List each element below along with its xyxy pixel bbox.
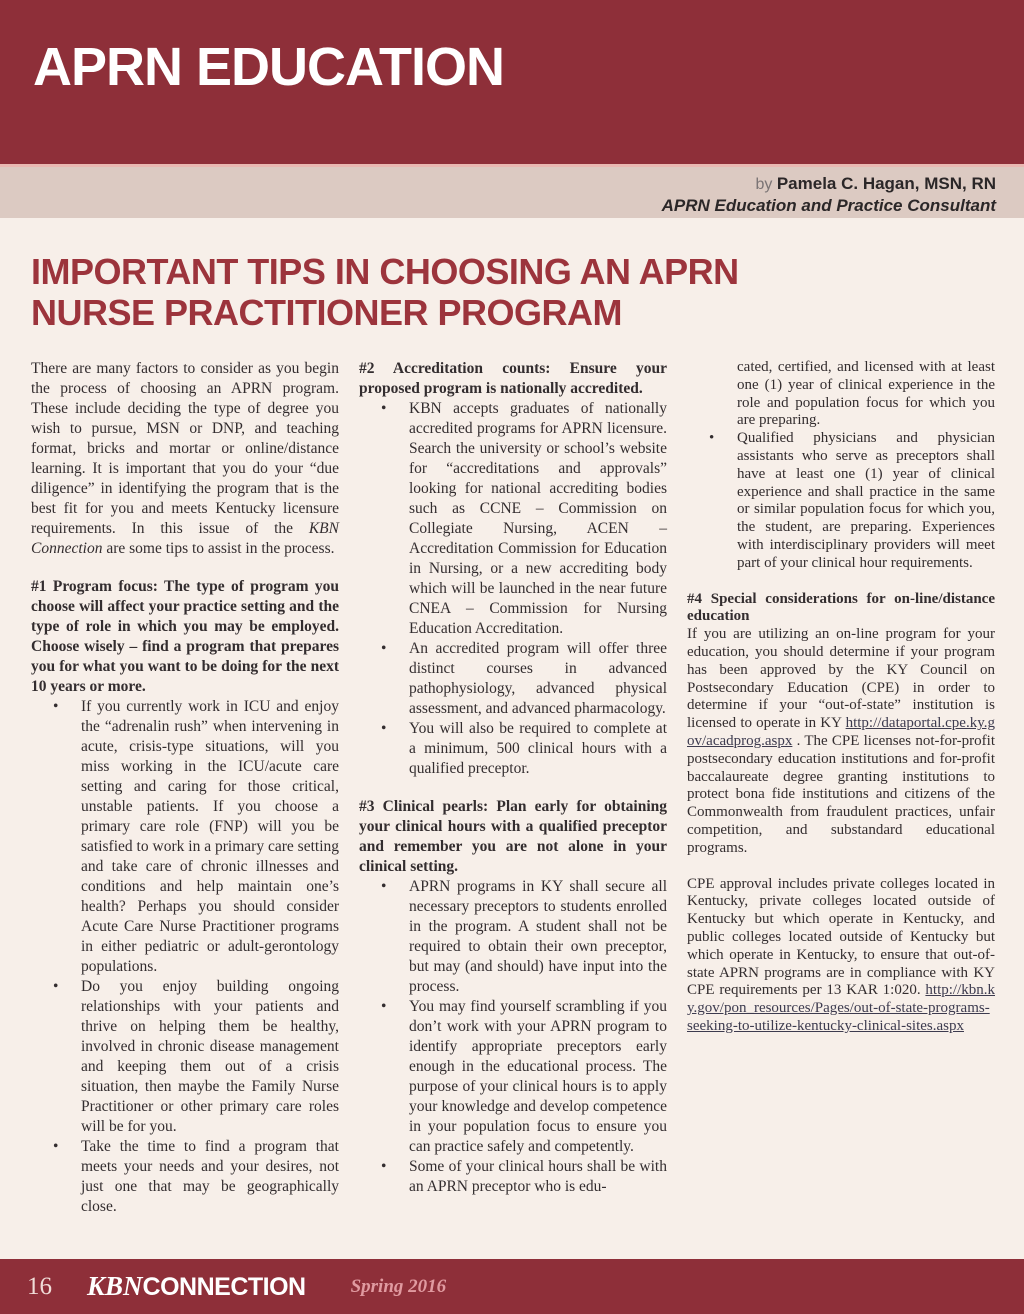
masthead-band [0,0,1024,164]
list-item [31,697,339,977]
bullet-text: KBN accepts graduates of nationally accredited programs for APRN licensure. Search the university or school’s website for “accreditations and approvals” looking for national accrediting bodies such as CCNE – Commission on Collegiate Nursing, ACEN –Accreditation Commission for Education in Nursing, or a new accrediting body which will be launched in the near future CNEA – Commission for Nursing Education Accreditation. [409,400,667,638]
bullet-text: You may find yourself scrambling if you don’t work with your APRN program to identify appropriate preceptors early enough in the educational process. The purpose of your clinical hours is to apply your knowledge and develop competence in your population focus to ensure you can practice safely and competently. [409,998,667,1156]
section4-heading: #4 Special considerations for on-line/distance education [687,590,995,625]
column-layout [31,359,995,1217]
section1-heading: #1 Program focus: The type of program you choose will affect your practice setting and the type of role in which you may be employed. Choose wisely – find a program that prepares you for what you want to be doing for the next 10 years or more. [31,578,339,696]
bullet-text: Take the time to find a program that meets your needs and your desires, not just one that may be geographically close. [81,1138,339,1216]
intro-publication-name: KBN Connection [31,520,339,558]
article [0,218,1024,1217]
bullet-continuation: cated, certified, and licensed with at least one (1) year of clinical experience in the role and population focus for which you are preparing. [737,359,995,429]
page-number: 16 [27,1272,52,1300]
list-item [687,430,995,572]
article-title: IMPORTANT TIPS IN CHOOSING AN APRN NURSE PRACTITIONER PROGRAM [31,251,739,334]
kbn-out-of-state-link[interactable]: http://kbn.ky.gov/pon_resources/Pages/out-of-state-programs-seeking-to-utilize-kentucky-clinical-sites.aspx [687,982,995,1034]
byline-band [0,167,1024,218]
masthead-title: APRN EDUCATION [33,37,504,97]
bullet-text: Qualified physicians and physician assistants who serve as preceptors shall have at least one (1) year of clinical experience and shall practice in the same or similar population focus for which you, the student, are preparing. Experiences with interdisciplinary providers will meet part of your clinical hour requirements. [737,430,995,571]
byline [0,173,996,195]
column-2 [359,359,667,1217]
intro-text-pre: There are many factors to consider as you begin the process of choosing an APRN program. These include deciding the type of degree you wish to pursue, MSN or DNP, and teaching format, bricks and mortar or online/distance learning. It is important that you do your “due diligence” in identifying the program that is the best fit for you and meets Kentucky licensure requirements. In this issue of the [31,360,339,538]
section4-paragraph-2 [687,876,995,1036]
list-item [31,1137,339,1217]
list-item [359,1157,667,1197]
byline-prefix: by [755,176,777,193]
list-item [359,399,667,639]
paragraph-text: . The CPE licenses not-for-profit postsecondary education institutions and for-profit baccalaureate degree granting institutions to protect bona fide institutions and citizens of the Commonwealth from fraudulent practices, unfair competition, and substandard educational programs. [687,733,995,856]
section3-heading: #3 Clinical pearls: Plan early for obtaining your clinical hours with a qualified preceptor and remember you are not alone in your clinical setting. [359,798,667,876]
intro-text-post: are some tips to assist in the process. [102,540,335,558]
section2-heading: #2 Accreditation counts: Ensure your proposed program is nationally accredited. [359,360,667,398]
list-item [359,639,667,719]
footer-band [0,1259,1024,1314]
bullet-text: APRN programs in KY shall secure all necessary preceptors to students enrolled in the program. A student shall not be required to obtain their own preceptor, but may (and should) have input into the process. [409,878,667,996]
list-item [359,719,667,779]
bullet-text: Do you enjoy building ongoing relationships with your patients and thrive on helping them be healthy, involved in chronic disease management and keeping them out of a crisis situation, then maybe the Family Nurse Practitioner or other primary care roles will be for you. [81,978,339,1136]
issue-label: Spring 2016 [350,1275,447,1297]
bullet-text: If you currently work in ICU and enjoy the “adrenalin rush” when intervening in acute, crisis-type situations, will you miss working in the ICU/acute care setting and caring for those critical, unstable patients. If you choose a primary care role (FNP) will you be satisfied to work in a primary care setting and take care of chronic illnesses and conditions and help maintain one’s health? Perhaps you should consider Acute Care Nurse Practitioner programs in either pediatric or adult-gerontology populations. [81,698,339,976]
paragraph-text: If you are utilizing an on-line program for your education, you should determine if your program has been approved by the KY Council on Postsecondary Education (CPE) in order to determine if your “out-of-state” institution is licensed to operate in KY [687,626,995,732]
logo-connection: CONNECTION [142,1273,306,1301]
intro-paragraph [31,359,339,559]
bullet-text: You will also be required to complete at a minimum, 500 clinical hours with a qualified preceptor. [409,720,667,778]
publication-logo [87,1271,306,1302]
column-1 [31,359,339,1217]
byline-role: APRN Education and Practice Consultant [661,196,996,215]
logo-kbn: KBN [87,1271,143,1301]
bullet-text: Some of your clinical hours shall be with an APRN preceptor who is edu- [409,1158,667,1196]
byline-author: Pamela C. Hagan, MSN, RN [776,174,996,193]
cpe-dataportal-link[interactable]: http://dataportal.cpe.ky.gov/acadprog.aspx [687,715,995,749]
paragraph-text: CPE approval includes private colleges located in Kentucky, private colleges located outside of Kentucky but which operate in Kentucky, and public colleges located outside of Kentucky but which operate in Kentucky, to ensure that out-of-state APRN programs are in compliance with KY CPE requirements per 13 KAR 1:020. [687,875,995,999]
list-item [359,877,667,997]
list-item [31,977,339,1137]
column-3 [687,359,995,1217]
list-item [359,997,667,1157]
section4-paragraph-1 [687,626,995,857]
bullet-text: An accredited program will offer three distinct courses in advanced pathophysiology, advanced physical assessment, and advanced pharmacology. [409,640,667,718]
